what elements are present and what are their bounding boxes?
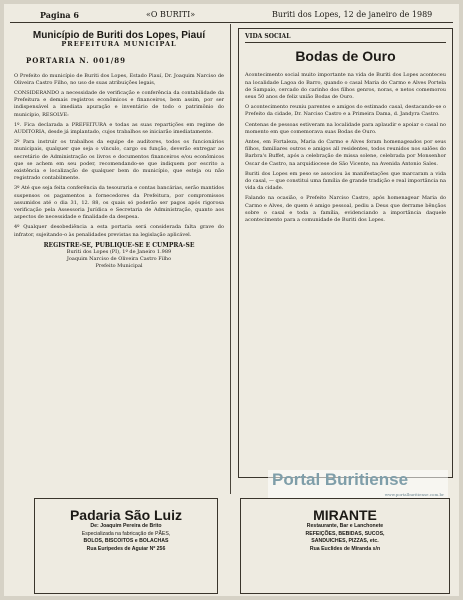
paragraph: Antes, em Fortaleza, Maria do Carmo e Alves foram homenageados por seus filhos, familiares outros e amigos all residentes, todos reunidos nos salões do Barbra's Buffet, após a celebração de missa solene, celebrada por Monsenhor Oscar de Castro, na arquidiocese de São Vicente, na Avenida Antonio Sales. — [245, 139, 446, 167]
portaria-number: PORTARIA N. 001/89 — [26, 56, 127, 66]
paragraph: CONSIDERANDO a necessidade de verificação e conferência da contabilidade da Prefeitura e demais registros econômicos e financeiros, bem assim, por ser indispensável a imediata apuração e inventário de todo o patrimônio do município, RESOLVE: — [14, 90, 224, 118]
ad-line: REFEIÇÕES, BEBIDAS, SUCOS, — [305, 530, 385, 537]
issue-date: Buriti dos Lopes, 12 de janeiro de 1989 — [272, 10, 433, 19]
ad-line: SANDUICHES, PIZZAS, etc. — [311, 538, 379, 544]
paragraph: Acontecimento social muito importante na vida de Buriti dos Lopes aconteceu na localidade Lagoa do Barro, quando o casal Maria do Carmo e Alves Portela de Sampaio, cercado do carinho dos filhos genros, noras, e netos comemorou seus 50 anos de feliz união Bodas de Ouro. — [245, 72, 446, 101]
left-column — [14, 28, 224, 271]
logo-url: www.portalburitiense.com.br — [384, 492, 444, 497]
ad-title: Padaria São Luiz — [69, 507, 183, 523]
ad-line: Especializada na fabricação de PÃES, — [81, 530, 171, 537]
ad-line: Restaurante, Bar e Lanchonete — [306, 523, 384, 529]
paragraph: Falando na ocasião, o Prefeito Narciso Castro, após homenagear Maria do Carmo e Alves, de quem é amigo pessoal, pediu a Deus que derrame bênçãos sobre o casal e toda a família, evidenciando a importância daquele acontecimento para a comunidade de Buriti dos Lopes. — [245, 195, 446, 224]
page-number: Pagina 6 — [40, 10, 79, 20]
paragraph: 2º Para instruir os trabalhos da equipe de auditores, todos os funcionários municipais, qualquer que seja o vínculo, cargo ou função, deverão entregar ao secretário de Administração os livros e documentos financeiros e/ou econômicos que se achem em seu poder, recomendando-se que indiquem por escrito a existência e localização de qualquer bem do município, que esteja ou não registrado contabilmente. — [14, 139, 224, 182]
newspaper-page — [4, 4, 459, 596]
signer-role: Prefeito Municipal — [95, 263, 143, 270]
section-title: VIDA SOCIAL — [245, 33, 446, 43]
article-box — [238, 28, 453, 478]
paragraph: O Prefeito do município de Buriti dos Lopes, Estado Piauí, Dr. Joaquim Narciso de Oliveira Castro Filho, no uso de suas atribuições legais, — [14, 72, 224, 86]
ad-line: BOLOS, BISCOITOS e BOLACHAS — [83, 538, 169, 544]
municipality-title: Município de Buriti dos Lopes, Piauí — [32, 30, 206, 41]
ad-owner: De: Joaquim Pereira de Brito — [90, 523, 162, 529]
logo-text: Portal Buritiense — [272, 470, 409, 489]
paragraph: Buriti dos Lopes em peso se associou às manifestações que marcaram a vida do casal, — que constitui uma família de grande tradição e real importância na vida da cidade. — [245, 170, 446, 192]
prefeitura-subtitle: PREFEITURA MUNICIPAL — [61, 40, 177, 49]
paragraph: 4º Qualquer desobediência a esta portaria será considerada falta grave do infrator, sujeitando-o às penalidades previstas na legislação aplicável. — [14, 224, 224, 238]
paragraph: 3º Até que seja feita conferência da tesouraria e contas bancárias, serão mantidos suspensos os pagamentos a fornecedores da Prefeitura, por compromissos assumidos até o dia 31, 12. 88, os quais só poderão ser pagos após rigorosa verificação pela Assessoria Jurídica e Secretaria de Administração, quanto aos aspectos de necessidade e finalidade da despesa. — [14, 185, 224, 221]
ad-title: MIRANTE — [313, 507, 377, 523]
mirante-ad — [240, 498, 450, 594]
article-headline: Bodas de Ouro — [295, 48, 396, 65]
padaria-ad — [34, 498, 218, 594]
paragraph: Centenas de pessoas estiveram na localidade para aplaudir e apoiar o casal no momento em que comemorava suas Bodas de Ouro. — [245, 121, 446, 135]
newspaper-name: «O BURITI» — [146, 10, 196, 19]
signer-name: Joaquim Narciso de Oliveira Castro Filho — [66, 256, 172, 263]
paragraph: O acontecimento reuniu parentes e amigos do estimado casal, destacando-se o Prefeito da cidade, Dr. Narciso Castro e a Primeira Dama, d. Jandyra Castro. — [245, 104, 446, 118]
registre-line: REGISTRE-SE, PUBLIQUE-SE E CUMPRA-SE — [43, 241, 195, 249]
watermark-logo — [268, 470, 448, 498]
signature-date: Buriti dos Lopes (PI), 1º de Janeiro 1.989 — [66, 249, 172, 256]
ad-address: Rua Euclides de Miranda s/n — [309, 545, 381, 552]
column-divider — [230, 24, 231, 494]
ad-address: Rua Euripedes de Aguiar Nº 256 — [86, 545, 166, 552]
right-column — [238, 28, 453, 478]
paragraph: 1º. Fica declarada a PREFEITURA e todas as suas repartições em regime de AUDITORIA, desde já implantado, cujos trabalhos se iniciarão imediatamente. — [14, 121, 224, 136]
page-header — [10, 6, 453, 23]
